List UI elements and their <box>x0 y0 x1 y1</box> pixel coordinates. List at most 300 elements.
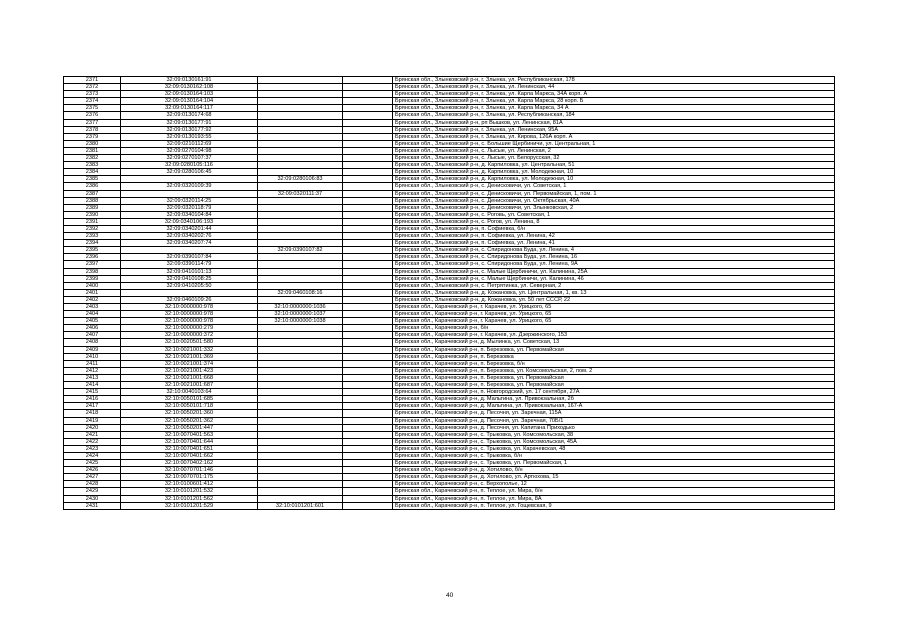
empty-cell <box>343 268 393 275</box>
address-cell: Брянская обл., Злынковский р-н, г. Злынка, ул. Республиканская, 178 <box>393 77 835 84</box>
address-cell: Брянская обл., Карачевский р-н, б/н <box>393 325 835 332</box>
table-row <box>64 382 835 389</box>
row-number-cell: 2402 <box>64 296 121 303</box>
table-row <box>64 240 835 247</box>
related-number-cell <box>258 396 343 403</box>
empty-cell <box>343 84 393 91</box>
address-cell: Брянская обл., Злынковский р-н, д. Карпиловка, ул. Центральная, 51 <box>393 162 835 169</box>
address-cell: Брянская обл., Злынковский р-н, с. Лысые, ул. Ленинская, 2 <box>393 147 835 154</box>
address-cell: Брянская обл., Злынковский р-н, с. Спиридонова Буда, ул. Ленина, 9А <box>393 261 835 268</box>
address-cell: Брянская обл., Злынковский р-н, с. Лысые, ул. Белорусская, 32 <box>393 155 835 162</box>
cadastral-number-cell: 32:09:0130164:117 <box>121 105 258 112</box>
related-number-cell <box>258 105 343 112</box>
related-number-cell <box>258 360 343 367</box>
row-number-cell: 2382 <box>64 155 121 162</box>
related-number-cell <box>258 77 343 84</box>
related-number-cell <box>258 296 343 303</box>
empty-cell <box>343 91 393 98</box>
address-cell: Брянская обл., Злынковский р-н, с. Рогов, ул. Ленина, 8 <box>393 218 835 225</box>
cadastral-number-cell: 32:09:0410108:25 <box>121 275 258 282</box>
row-number-cell: 2405 <box>64 318 121 325</box>
table-row <box>64 162 835 169</box>
cadastral-number-cell: 32:09:0130161:91 <box>121 77 258 84</box>
related-number-cell <box>258 183 343 190</box>
address-cell: Брянская обл., Карачевский р-н, д. Хотилово, б/н <box>393 467 835 474</box>
related-number-cell <box>258 339 343 346</box>
related-number-cell <box>258 261 343 268</box>
related-number-cell <box>258 403 343 410</box>
empty-cell <box>343 339 393 346</box>
empty-cell <box>343 389 393 396</box>
row-number-cell: 2409 <box>64 346 121 353</box>
row-number-cell: 2415 <box>64 389 121 396</box>
related-number-cell <box>258 438 343 445</box>
address-cell: Брянская обл., Карачевский р-н, д. Песочня, ул. Заречная, 70Б/1 <box>393 417 835 424</box>
row-number-cell: 2427 <box>64 474 121 481</box>
row-number-cell: 2420 <box>64 424 121 431</box>
empty-cell <box>343 438 393 445</box>
cadastral-number-cell: 32:09:0340104:84 <box>121 211 258 218</box>
cadastral-number-cell: 32:10:0101201:562 <box>121 495 258 502</box>
row-number-cell: 2417 <box>64 403 121 410</box>
table-row <box>64 147 835 154</box>
address-cell: Брянская обл., Злынковский р-н, г. Злынка, ул. Карла Маркса, 28 корп. Б <box>393 98 835 105</box>
row-number-cell: 2391 <box>64 218 121 225</box>
cadastral-number-cell: 32:10:0050201:360 <box>121 410 258 417</box>
cadastral-number-cell <box>121 247 258 254</box>
empty-cell <box>343 431 393 438</box>
table-row <box>64 275 835 282</box>
row-number-cell: 2404 <box>64 311 121 318</box>
related-number-cell <box>258 382 343 389</box>
cadastral-number-cell: 32:10:0070401:651 <box>121 445 258 452</box>
related-number-cell <box>258 119 343 126</box>
address-cell: Брянская обл., Злынковский р-н, с. Спиридонова Буда, ул. Ленина, 16 <box>393 254 835 261</box>
row-number-cell: 2425 <box>64 460 121 467</box>
related-number-cell <box>258 204 343 211</box>
related-number-cell <box>258 332 343 339</box>
row-number-cell: 2385 <box>64 176 121 183</box>
empty-cell <box>343 325 393 332</box>
row-number-cell: 2413 <box>64 374 121 381</box>
empty-cell <box>343 495 393 502</box>
table-row <box>64 467 835 474</box>
empty-cell <box>343 467 393 474</box>
row-number-cell: 2371 <box>64 77 121 84</box>
address-cell: Брянская обл., Злынковский р-н, с. Малые Щербиничи, ул. Калинина, 46 <box>393 275 835 282</box>
cadastral-number-cell: 32:09:0130164:103 <box>121 91 258 98</box>
table-row <box>64 105 835 112</box>
empty-cell <box>343 289 393 296</box>
empty-cell <box>343 318 393 325</box>
cadastral-number-cell: 32:10:0000000:978 <box>121 304 258 311</box>
row-number-cell: 2419 <box>64 417 121 424</box>
cadastral-number-cell: 32:10:0101201:529 <box>121 502 258 509</box>
address-cell: Брянская обл., Карачевский р-н, п. Теплое, ул. Гощевская, 9 <box>393 502 835 509</box>
table-row <box>64 261 835 268</box>
table-row <box>64 417 835 424</box>
address-cell: Брянская обл., Злынковский р-н, с. Денисковичи, ул. Злынковская, 2 <box>393 204 835 211</box>
empty-cell <box>343 183 393 190</box>
row-number-cell: 2401 <box>64 289 121 296</box>
row-number-cell: 2394 <box>64 240 121 247</box>
empty-cell <box>343 417 393 424</box>
address-cell: Брянская обл., Злынковский р-н, г. Злынка, ул. Карла Маркса, 34А корп. А <box>393 91 835 98</box>
address-cell: Брянская обл., Злынковский р-н, г. Злынка, ул. Карла Маркса, 34 А <box>393 105 835 112</box>
related-number-cell <box>258 84 343 91</box>
table-row <box>64 268 835 275</box>
related-number-cell <box>258 218 343 225</box>
cadastral-number-cell: 32:09:0320114:25 <box>121 197 258 204</box>
related-number-cell <box>258 474 343 481</box>
empty-cell <box>343 240 393 247</box>
row-number-cell: 2377 <box>64 119 121 126</box>
address-cell: Брянская обл., Злынковский р-н, п. Софиевка, б/н <box>393 225 835 232</box>
cadastral-number-cell: 32:09:0410101:13 <box>121 268 258 275</box>
related-number-cell <box>258 112 343 119</box>
empty-cell <box>343 140 393 147</box>
address-cell: Брянская обл., Злынковский р-н, г. Злынка, ул. Кирова, 126А корп. А <box>393 133 835 140</box>
address-cell: Брянская обл., Злынковский р-н, с. Денисковичи, ул. Первомайская, 1, пом. 1 <box>393 190 835 197</box>
empty-cell <box>343 452 393 459</box>
table-row <box>64 481 835 488</box>
address-cell: Брянская обл., Карачевский р-н, с. Трыковка, ул. Комсомольская, 45А <box>393 438 835 445</box>
address-cell: Брянская обл., Карачевский р-н, д. Хотилово, ул. Артюхова, 15 <box>393 474 835 481</box>
row-number-cell: 2372 <box>64 84 121 91</box>
empty-cell <box>343 225 393 232</box>
address-cell: Брянская обл., Карачевский р-н, д. Мальтина, ул. Привокзальная, 167-А <box>393 403 835 410</box>
table-row <box>64 289 835 296</box>
address-cell: Брянская обл., Злынковский р-н, г. Злынка, ул. Ленинская, 44 <box>393 84 835 91</box>
table-row <box>64 403 835 410</box>
empty-cell <box>343 296 393 303</box>
cadastral-number-cell: 32:09:0130177:92 <box>121 126 258 133</box>
related-number-cell <box>258 410 343 417</box>
table-row <box>64 126 835 133</box>
empty-cell <box>343 353 393 360</box>
table-row <box>64 218 835 225</box>
row-number-cell: 2431 <box>64 502 121 509</box>
table-row <box>64 325 835 332</box>
address-cell: Брянская обл., Карачевский р-н, п. Новгородский, ул. 17 сентября, 27А <box>393 389 835 396</box>
cadastral-number-cell: 32:10:0101201:532 <box>121 488 258 495</box>
row-number-cell: 2393 <box>64 233 121 240</box>
address-cell: Брянская обл., Злынковский р-н, с. Роговь, ул. Советская, 1 <box>393 211 835 218</box>
row-number-cell: 2429 <box>64 488 121 495</box>
empty-cell <box>343 481 393 488</box>
table-row <box>64 424 835 431</box>
related-number-cell: 32:10:0000000:1037 <box>258 311 343 318</box>
related-number-cell: 32:09:0280106:83 <box>258 176 343 183</box>
empty-cell <box>343 176 393 183</box>
cadastral-number-cell: 32:10:0021001:369 <box>121 353 258 360</box>
related-number-cell <box>258 495 343 502</box>
table-row <box>64 339 835 346</box>
table-row <box>64 396 835 403</box>
table-row <box>64 119 835 126</box>
empty-cell <box>343 98 393 105</box>
row-number-cell: 2376 <box>64 112 121 119</box>
related-number-cell <box>258 211 343 218</box>
related-number-cell <box>258 233 343 240</box>
cadastral-number-cell: 32:09:0130177:91 <box>121 119 258 126</box>
address-cell: Брянская обл., Карачевский р-н, д. Мылинка, ул. Советская, 13 <box>393 339 835 346</box>
table-row <box>64 204 835 211</box>
row-number-cell: 2392 <box>64 225 121 232</box>
empty-cell <box>343 254 393 261</box>
row-number-cell: 2388 <box>64 197 121 204</box>
empty-cell <box>343 162 393 169</box>
empty-cell <box>343 488 393 495</box>
table-row <box>64 197 835 204</box>
empty-cell <box>343 424 393 431</box>
row-number-cell: 2403 <box>64 304 121 311</box>
table-row <box>64 176 835 183</box>
table-row <box>64 296 835 303</box>
cadastral-number-cell: 32:10:0021001:687 <box>121 382 258 389</box>
table-row <box>64 318 835 325</box>
row-number-cell: 2373 <box>64 91 121 98</box>
related-number-cell <box>258 481 343 488</box>
address-cell: Брянская обл., Карачевский р-н, д. Песочня, ул. Капитана Приходько <box>393 424 835 431</box>
empty-cell <box>343 502 393 509</box>
address-cell: Брянская обл., Карачевский р-н, д. Песочня, ул. Заречная, 115А <box>393 410 835 417</box>
empty-cell <box>343 410 393 417</box>
address-cell: Брянская обл., Злынковский р-н, п. Софиевка, ул. Ленина, 42 <box>393 233 835 240</box>
address-cell: Брянская обл., Карачевский р-н, п. Теплое, ул. Мира, б/н <box>393 488 835 495</box>
table-row <box>64 77 835 84</box>
row-number-cell: 2384 <box>64 169 121 176</box>
cadastral-number-cell: 32:09:0280106:45 <box>121 169 258 176</box>
row-number-cell: 2421 <box>64 431 121 438</box>
row-number-cell: 2416 <box>64 396 121 403</box>
empty-cell <box>343 147 393 154</box>
cadastral-number-cell: 32:10:0000000:372 <box>121 332 258 339</box>
related-number-cell <box>258 452 343 459</box>
address-cell: Брянская обл., Карачевский р-н, п. Березовка, ул. Первомайская <box>393 374 835 381</box>
empty-cell <box>343 133 393 140</box>
cadastral-number-cell: 32:10:0070701:175 <box>121 474 258 481</box>
table-row <box>64 91 835 98</box>
table-row <box>64 233 835 240</box>
empty-cell <box>343 460 393 467</box>
row-number-cell: 2395 <box>64 247 121 254</box>
address-cell: Брянская обл., Карачевский р-н, с. Трыковка, ул. Комсомольская, 38 <box>393 431 835 438</box>
row-number-cell: 2389 <box>64 204 121 211</box>
row-number-cell: 2386 <box>64 183 121 190</box>
cadastral-number-cell: 32:09:0280105:116 <box>121 162 258 169</box>
related-number-cell: 32:10:0101201:601 <box>258 502 343 509</box>
address-cell: Брянская обл., Злынковский р-н, п. Софиевка, ул. Ленина, 41 <box>393 240 835 247</box>
table-row <box>64 488 835 495</box>
related-number-cell <box>258 282 343 289</box>
related-number-cell <box>258 325 343 332</box>
table-row <box>64 190 835 197</box>
related-number-cell <box>258 275 343 282</box>
cadastral-number-cell: 32:10:0050101:718 <box>121 403 258 410</box>
address-cell: Брянская обл., Карачевский р-н, п. Березовка, ул. Комсомольская, 2, пом. 2 <box>393 367 835 374</box>
row-number-cell: 2418 <box>64 410 121 417</box>
table-row <box>64 431 835 438</box>
table-row <box>64 495 835 502</box>
table-row <box>64 389 835 396</box>
address-cell: Брянская обл., Злынковский р-н, г. Злынка, ул. Республиканская, 184 <box>393 112 835 119</box>
row-number-cell: 2410 <box>64 353 121 360</box>
table-row <box>64 474 835 481</box>
cadastral-number-cell: 32:09:0390107:84 <box>121 254 258 261</box>
address-cell: Брянская обл., Злынковский р-н, с. Спиридонова Буда, ул. Ленина, 4 <box>393 247 835 254</box>
related-number-cell <box>258 254 343 261</box>
cadastral-number-cell <box>121 176 258 183</box>
cadastral-number-cell: 32:09:0320109:39 <box>121 183 258 190</box>
related-number-cell <box>258 225 343 232</box>
table-row <box>64 254 835 261</box>
cadastral-number-cell: 32:10:0070401:662 <box>121 452 258 459</box>
table-row <box>64 360 835 367</box>
related-number-cell <box>258 169 343 176</box>
address-cell: Брянская обл., Карачевский р-н, п. Березовка <box>393 353 835 360</box>
empty-cell <box>343 346 393 353</box>
address-cell: Брянская обл., Злынковский р-н, с. Петрятинка, ул. Северная, 2 <box>393 282 835 289</box>
empty-cell <box>343 396 393 403</box>
table-row <box>64 367 835 374</box>
cadastral-number-cell: 32:10:0020501:580 <box>121 339 258 346</box>
table-row <box>64 332 835 339</box>
address-cell: Брянская обл., Карачевский р-н, с. Трыковка, б/н <box>393 452 835 459</box>
empty-cell <box>343 374 393 381</box>
row-number-cell: 2398 <box>64 268 121 275</box>
cadastral-number-cell: 32:09:0340202:76 <box>121 233 258 240</box>
cadastral-number-cell: 32:09:0320118:79 <box>121 204 258 211</box>
related-number-cell <box>258 353 343 360</box>
empty-cell <box>343 367 393 374</box>
row-number-cell: 2374 <box>64 98 121 105</box>
address-cell: Брянская обл., Карачевский р-н, п. Теплое, ул. Мира, 8А <box>393 495 835 502</box>
cadastral-number-cell: 32:09:0270107:37 <box>121 155 258 162</box>
cadastral-number-cell: 32:10:0021001:332 <box>121 346 258 353</box>
address-cell: Брянская обл., Карачевский р-н, п. Березовка, б/н <box>393 360 835 367</box>
related-number-cell <box>258 91 343 98</box>
row-number-cell: 2422 <box>64 438 121 445</box>
row-number-cell: 2424 <box>64 452 121 459</box>
related-number-cell <box>258 374 343 381</box>
cadastral-number-cell: 32:10:0070402:162 <box>121 460 258 467</box>
table-row <box>64 445 835 452</box>
address-cell: Брянская обл., Карачевский р-н, г. Карачев, ул. Урицкого, 65 <box>393 318 835 325</box>
row-number-cell: 2428 <box>64 481 121 488</box>
address-cell: Брянская обл., Злынковский р-н, с. Денисковичи, ул. Октябрьская, 40А <box>393 197 835 204</box>
cadastral-number-cell: 32:09:0130162:108 <box>121 84 258 91</box>
address-cell: Брянская обл., Карачевский р-н, п. Березовка, ул. Первомайская <box>393 382 835 389</box>
empty-cell <box>343 218 393 225</box>
address-cell: Брянская обл., Карачевский р-н, п. Березовка, ул. Первомайская <box>393 346 835 353</box>
row-number-cell: 2408 <box>64 339 121 346</box>
related-number-cell <box>258 268 343 275</box>
row-number-cell: 2407 <box>64 332 121 339</box>
address-cell: Брянская обл., Злынковский р-н, г. Злынка, ул. Ленинская, 95А <box>393 126 835 133</box>
table-row <box>64 282 835 289</box>
related-number-cell <box>258 488 343 495</box>
table-row <box>64 169 835 176</box>
row-number-cell: 2379 <box>64 133 121 140</box>
empty-cell <box>343 403 393 410</box>
table-row <box>64 112 835 119</box>
cadastral-number-cell <box>121 289 258 296</box>
address-cell: Брянская обл., Карачевский р-н, с. Трыковка, ул. Первомайская, 1 <box>393 460 835 467</box>
address-cell: Брянская обл., Злынковский р-н, рп Вышков, ул. Ленинская, 81А <box>393 119 835 126</box>
row-number-cell: 2397 <box>64 261 121 268</box>
cadastral-number-cell: 32:10:0070401:644 <box>121 438 258 445</box>
address-cell: Брянская обл., Злынковский р-н, д. Карпиловка, ул. Молодежная, 10 <box>393 169 835 176</box>
row-number-cell: 2430 <box>64 495 121 502</box>
table-row <box>64 374 835 381</box>
row-number-cell: 2412 <box>64 367 121 374</box>
table-row <box>64 140 835 147</box>
page-number: 40 <box>446 592 454 599</box>
empty-cell <box>343 311 393 318</box>
cadastral-number-cell: 32:10:0021001:668 <box>121 374 258 381</box>
table-row <box>64 311 835 318</box>
related-number-cell: 32:10:0000000:1038 <box>258 318 343 325</box>
row-number-cell: 2381 <box>64 147 121 154</box>
cadastral-number-cell: 32:09:0210112:69 <box>121 140 258 147</box>
related-number-cell <box>258 147 343 154</box>
related-number-cell: 32:10:0000000:1036 <box>258 304 343 311</box>
related-number-cell <box>258 155 343 162</box>
empty-cell <box>343 382 393 389</box>
address-cell: Брянская обл., Злынковский р-н, д. Кожановка, ул. 50 лет СССР, 22 <box>393 296 835 303</box>
related-number-cell <box>258 133 343 140</box>
related-number-cell: 32:09:0320111:37 <box>258 190 343 197</box>
related-number-cell <box>258 98 343 105</box>
related-number-cell <box>258 197 343 204</box>
cadastral-table <box>63 76 835 510</box>
address-cell: Брянская обл., Карачевский р-н, д. Мальтина, ул. Привокзальная, 2б <box>393 396 835 403</box>
cadastral-number-cell: 32:10:0021001:374 <box>121 360 258 367</box>
table-row <box>64 353 835 360</box>
table-row <box>64 98 835 105</box>
related-number-cell <box>258 417 343 424</box>
table-row <box>64 84 835 91</box>
address-cell: Брянская обл., Карачевский р-н, г. Карачев, ул. Дзержинского, 153 <box>393 332 835 339</box>
empty-cell <box>343 155 393 162</box>
table-row <box>64 304 835 311</box>
related-number-cell <box>258 367 343 374</box>
row-number-cell: 2399 <box>64 275 121 282</box>
empty-cell <box>343 112 393 119</box>
empty-cell <box>343 204 393 211</box>
related-number-cell <box>258 431 343 438</box>
address-cell: Брянская обл., Злынковский р-н, с. Денисковичи, ул. Советская, 1 <box>393 183 835 190</box>
cadastral-number-cell: 32:10:0040103:64 <box>121 389 258 396</box>
cadastral-number-cell: 32:09:0460109:26 <box>121 296 258 303</box>
empty-cell <box>343 247 393 254</box>
cadastral-number-cell: 32:10:0000000:279 <box>121 325 258 332</box>
empty-cell <box>343 261 393 268</box>
related-number-cell <box>258 140 343 147</box>
table-row <box>64 183 835 190</box>
empty-cell <box>343 233 393 240</box>
cadastral-number-cell: 32:09:0340106:193 <box>121 218 258 225</box>
related-number-cell <box>258 162 343 169</box>
cadastral-number-cell: 32:10:0000000:978 <box>121 318 258 325</box>
cadastral-number-cell: 32:10:0050201:362 <box>121 417 258 424</box>
table-row <box>64 346 835 353</box>
row-number-cell: 2383 <box>64 162 121 169</box>
related-number-cell <box>258 445 343 452</box>
related-number-cell: 32:09:0390107:82 <box>258 247 343 254</box>
address-cell: Брянская обл., Карачевский р-н, с. Верхопольe, 12 <box>393 481 835 488</box>
